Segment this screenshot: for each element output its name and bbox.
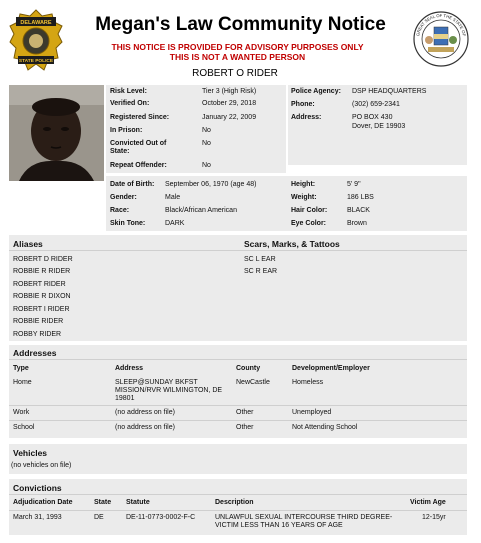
addresses-divider [9,359,467,360]
skin-tone-value: DARK [165,220,185,227]
vehicles-heading: Vehicles [13,448,48,458]
convicted-out-of-state-label: Convicted Out of State: [110,140,167,155]
address-row-type: Work [13,409,30,416]
vehicles-note: (no vehicles on file) [11,462,72,469]
svg-text:GREAT SEAL OF THE STATE OF DEL: GREAT SEAL OF THE STATE OF [415,12,467,37]
alias-item: ROBBIE R DIXON [13,293,71,300]
eye-color-label: Eye Color: [291,220,327,227]
advisory-warning: THIS NOTICE IS PROVIDED FOR ADVISORY PURPOSES ONLY [111,42,364,52]
address-row-address: (no address on file) [115,424,175,431]
delaware-state-seal-icon [412,10,470,68]
offender-photo [9,85,104,181]
conviction-row-date: March 31, 1993 [13,514,62,521]
race-label: Race: [110,207,130,214]
alias-item: ROBBY RIDER [13,331,62,338]
verified-on-label: Verified On: [110,100,150,107]
address-row-county: Other [236,409,254,416]
address-row-county: NewCastle [236,379,270,386]
agency-address-line1: PO BOX 430 [352,114,393,121]
conviction-col-date: Adjudication Date [13,499,73,506]
address-row-address: (no address on file) [115,409,175,416]
phone-value: (302) 659-2341 [352,101,400,108]
conviction-col-statute: Statute [126,499,150,506]
registered-since-label: Registered Since: [110,114,170,121]
verified-on-value: October 29, 2018 [202,100,257,107]
convictions-heading: Convictions [13,483,62,493]
alias-item: ROBBIE R RIDER [13,268,71,275]
address-col-address: Address [115,365,144,372]
conviction-col-state: State [94,499,112,506]
scar-item: SC R EAR [244,268,278,275]
address-row-divider [9,420,467,421]
alias-item: ROBERT D RIDER [13,256,73,263]
police-agency-label: Police Agency: [291,88,341,95]
conviction-header-divider [9,510,467,511]
vehicles-panel [9,444,467,474]
aliases-divider [9,250,467,251]
aliases-heading: Aliases [13,239,43,249]
address-label: Address: [291,114,322,121]
conviction-row-victim-age: 12-15yr [422,514,446,521]
address-row-type: Home [13,379,32,386]
address-row-county: Other [236,424,254,431]
conviction-col-description: Description [215,499,254,506]
conviction-col-victim-age: Victim Age [410,499,446,506]
scar-item: SC L EAR [244,256,276,263]
weight-label: Weight: [291,194,317,201]
convicted-out-of-state-value: No [202,140,211,147]
phone-label: Phone: [291,101,315,108]
repeat-offender-value: No [202,162,211,169]
height-value: 5' 9" [347,181,361,188]
alias-item: ROBERT I RIDER [13,306,70,313]
not-wanted-warning: THIS IS NOT A WANTED PERSON [169,52,306,62]
address-row-employer: Unemployed [292,409,332,416]
convictions-divider [9,494,467,495]
alias-item: ROBBIE RIDER [13,318,64,325]
weight-value: 186 LBS [347,194,374,201]
offender-name: ROBERT O RIDER [192,68,278,79]
in-prison-value: No [202,127,211,134]
dob-label: Date of Birth: [110,181,155,188]
address-row-employer: Homeless [292,379,324,386]
address-col-employer: Development/Employer [292,365,370,372]
scars-heading: Scars, Marks, & Tattoos [244,239,340,249]
risk-level-label: Risk Level: [110,88,147,95]
repeat-offender-label: Repeat Offender: [110,162,167,169]
address-col-county: County [236,365,261,372]
risk-level-value: Tier 3 (High Risk) [202,88,257,95]
address-row-divider [9,405,467,406]
hair-color-value: BLACK [347,207,370,214]
agency-address-line2: Dover, DE 19903 [352,123,406,130]
address-row-employer: Not Attending School [292,424,358,431]
in-prison-label: In Prison: [110,127,143,134]
registered-since-value: January 22, 2009 [202,114,257,121]
addresses-heading: Addresses [13,348,57,358]
physical-description-panel [106,176,467,231]
address-row-address: SLEEP@SUNDAY BKFST MISSION/RVR WILMINGTON, DE 19801 [115,379,223,402]
conviction-row-description: UNLAWFUL SEXUAL INTERCOURSE THIRD DEGREE-VICTIM LESS THAN 16 YEARS OF AGE [215,514,393,529]
page-title: Megan's Law Community Notice [95,14,386,35]
conviction-row-state: DE [94,514,104,521]
address-row-type: School [13,424,35,431]
race-value: Black/African American [165,207,237,214]
gender-value: Male [165,194,181,201]
skin-tone-label: Skin Tone: [110,220,146,227]
alias-item: ROBERT RIDER [13,281,66,288]
svg-text:STATE POLICE: STATE POLICE [18,59,54,64]
dob-value: September 06, 1970 (age 48) [165,181,257,188]
gender-label: Gender: [110,194,137,201]
svg-text:DELAWARE: DELAWARE [20,20,52,26]
police-agency-value: DSP HEADQUARTERS [352,88,427,95]
conviction-row-statute: DE-11-0773-0002-F-C [126,514,196,521]
hair-color-label: Hair Color: [291,207,328,214]
eye-color-value: Brown [347,220,367,227]
height-label: Height: [291,181,316,188]
address-col-type: Type [13,365,29,372]
